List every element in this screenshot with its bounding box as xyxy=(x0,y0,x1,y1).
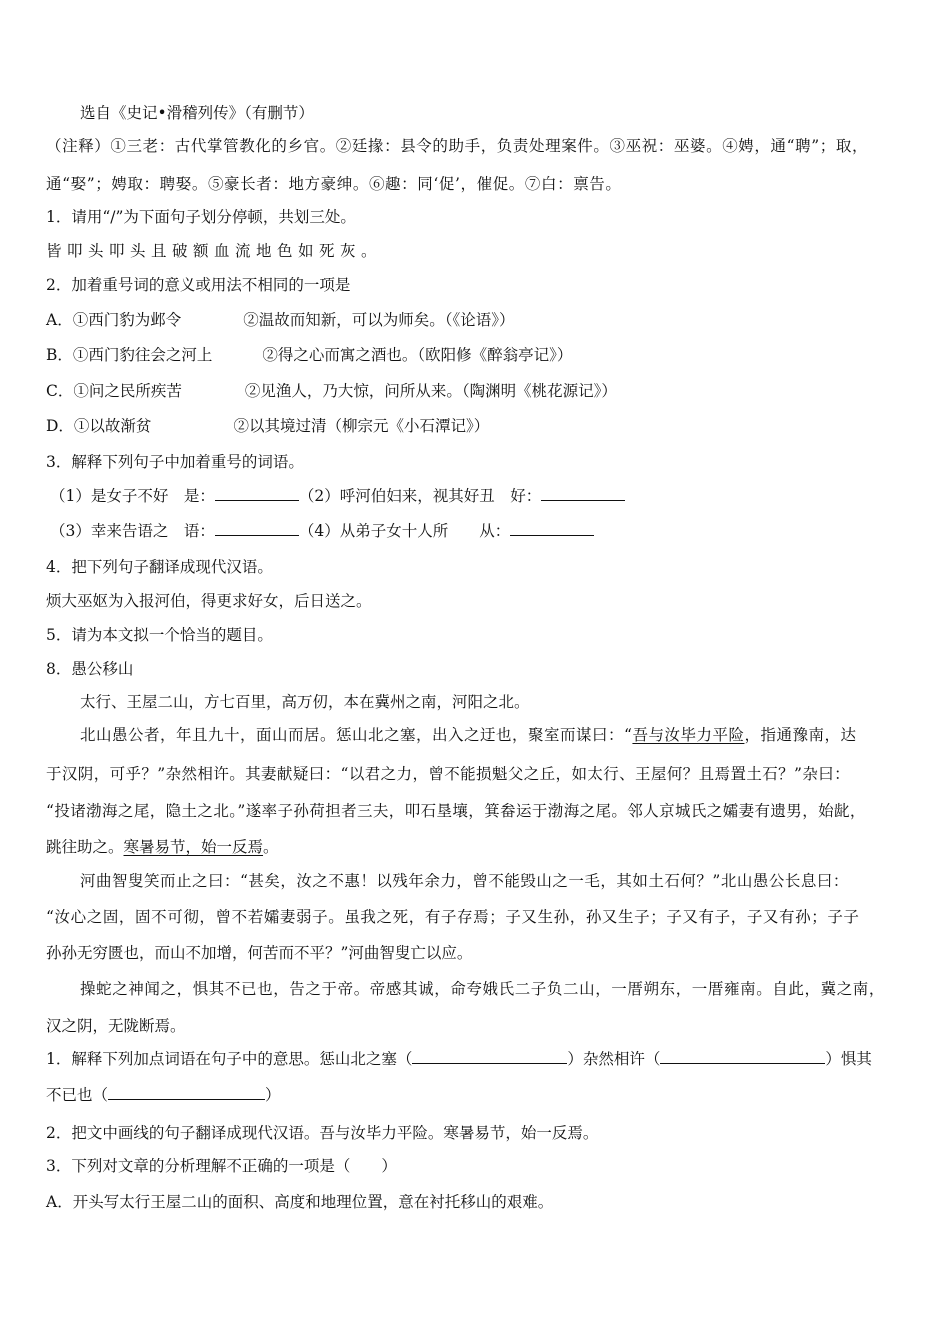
passage-question-3: 3．下列对文章的分析理解不正确的一项是（ ） xyxy=(46,1157,397,1175)
underlined-sentence-2: 寒暑易节，始一反焉 xyxy=(123,838,264,856)
option-c-part2: ②见渔人，乃大惊，问所从来。（陶渊明《桃花源记》） xyxy=(244,382,617,400)
pq1-blank-1[interactable] xyxy=(412,1049,567,1064)
q3-item-1: （1）是女子不好 是： xyxy=(50,487,215,505)
passage-para-2-line-3: “投诸渤海之尾，隐土之北。”遂率子孙荷担者三夫，叩石垦壤，箕畚运于渤海之尾。邻人京城氏之孀妻有遗男，始龀， xyxy=(46,802,866,820)
passage-question-3-option-a: A．开头写太行王屋二山的面积、高度和地理位置，意在衬托移山的艰难。 xyxy=(46,1193,554,1211)
para-2-line-4-text: 跳往助之。 xyxy=(46,838,124,856)
pq1-text-b: ）杂然相许（ xyxy=(567,1050,661,1068)
q3-item-2: （2）呼河伯妇来，视其好丑 好： xyxy=(298,487,542,505)
question-3-row-1 xyxy=(50,486,625,506)
passage-para-3-line-2: “汝心之固，固不可彻，曾不若孀妻弱子。虽我之死，有子存焉；子又生孙，孙又生子；子又有子，子又有孙；子子 xyxy=(46,908,860,926)
question-1: 1．请用“/”为下面句子划分停顿，共划三处。 xyxy=(46,208,356,226)
para-2-line-4-tail: 。 xyxy=(263,838,279,856)
passage-para-1: 太行、王屋二山，方七百里，高万仞，本在冀州之南，河阳之北。 xyxy=(80,693,530,711)
q3-blank-4[interactable] xyxy=(510,521,594,536)
para-2-text-tail: ，指通豫南，达 xyxy=(744,726,857,744)
option-b xyxy=(46,345,572,365)
para-2-text: 北山愚公者，年且九十，面山而居。惩山北之塞，出入之迂也，聚室而谋曰：“ xyxy=(80,726,633,744)
option-d xyxy=(46,416,489,436)
pq1-text-c: ）惧其 xyxy=(825,1050,872,1068)
q3-blank-1[interactable] xyxy=(215,486,299,501)
passage-para-3-line-3: 孙孙无穷匮也，而山不加增，何苦而不平？”河曲智叟亡以应。 xyxy=(46,944,473,962)
passage-para-3-line-1: 河曲智叟笑而止之曰：“甚矣，汝之不惠！以残年余力，曾不能毁山之一毛，其如土石何？”北山愚公长息曰： xyxy=(80,872,849,890)
question-3: 3．解释下列句子中加着重号的词语。 xyxy=(46,453,304,471)
passage-para-2-line-1 xyxy=(80,725,856,745)
pq1-text-d: 不已也（ xyxy=(46,1086,109,1104)
passage-para-2-line-4 xyxy=(46,837,279,857)
option-d-part2: ②以其境过清（柳宗元《小石潭记》） xyxy=(233,417,490,435)
passage-para-2-line-2: 于汉阴，可乎？”杂然相许。其妻献疑曰：“以君之力，曾不能损魁父之丘，如太行、王屋何？且焉置土石？”杂曰： xyxy=(46,765,851,783)
question-5: 5．请为本文拟一个恰当的题目。 xyxy=(46,626,273,644)
q3-blank-2[interactable] xyxy=(541,486,625,501)
underlined-sentence-1: 吾与汝毕力平险 xyxy=(632,726,745,744)
option-a-part2: ②温故而知新，可以为师矣。（《论语》） xyxy=(243,311,515,329)
question-1-sentence: 皆叩头叩头且破额血流地色如死灰。 xyxy=(46,242,383,260)
pq1-blank-3[interactable] xyxy=(108,1085,265,1100)
passage-question-1-cont xyxy=(46,1085,281,1105)
annotation-line-1: （注释）①三老：古代掌管教化的乡官。②廷掾：县令的助手，负责处理案件。③巫祝：巫婆。④娉，通“聘”；取， xyxy=(46,137,869,155)
option-c-part1: C．①问之民所疾苦 xyxy=(46,382,182,400)
option-a-part1: A．①西门豹为邺令 xyxy=(46,311,182,329)
annotation-line-2: 通“娶”；娉取：聘娶。⑤豪长者：地方豪绅。⑥趣：同‘促’，催促。⑦白：禀告。 xyxy=(46,175,622,193)
option-a xyxy=(46,310,514,330)
option-b-part1: B．①西门豹往会之河上 xyxy=(46,346,213,364)
pq1-blank-2[interactable] xyxy=(660,1049,825,1064)
source-line: 选自《史记•滑稽列传》（有删节） xyxy=(80,104,314,122)
q3-blank-3[interactable] xyxy=(215,521,299,536)
passage-title: 8．愚公移山 xyxy=(46,660,134,678)
option-b-part2: ②得之心而寓之酒也。（欧阳修《醉翁亭记》） xyxy=(262,346,573,364)
q3-item-4: （4）从弟子女十人所 从： xyxy=(298,522,511,540)
question-3-row-2 xyxy=(50,521,594,541)
passage-question-1 xyxy=(46,1049,872,1069)
question-4-sentence: 烦大巫妪为入报河伯，得更求好女，后日送之。 xyxy=(46,592,372,610)
question-4: 4．把下列句子翻译成现代汉语。 xyxy=(46,558,273,576)
question-2: 2．加着重号词的意义或用法不相同的一项是 xyxy=(46,276,351,294)
passage-para-4-line-2: 汉之阴，无陇断焉。 xyxy=(46,1017,186,1035)
passage-question-2: 2．把文中画线的句子翻译成现代汉语。吾与汝毕力平险。寒暑易节，始一反焉。 xyxy=(46,1124,599,1142)
option-c xyxy=(46,381,617,401)
pq1-text-a: 1．解释下列加点词语在句子中的意思。惩山北之塞（ xyxy=(46,1050,413,1068)
pq1-text-e: ） xyxy=(265,1086,281,1104)
passage-para-4-line-1: 操蛇之神闻之，惧其不已也，告之于帝。帝感其诚，命夸娥氏二子负二山，一厝朔东，一厝雍南。自此，冀之南， xyxy=(80,980,886,998)
option-d-part1: D．①以故渐贫 xyxy=(46,417,152,435)
q3-item-3: （3）幸来告语之 语： xyxy=(50,522,215,540)
